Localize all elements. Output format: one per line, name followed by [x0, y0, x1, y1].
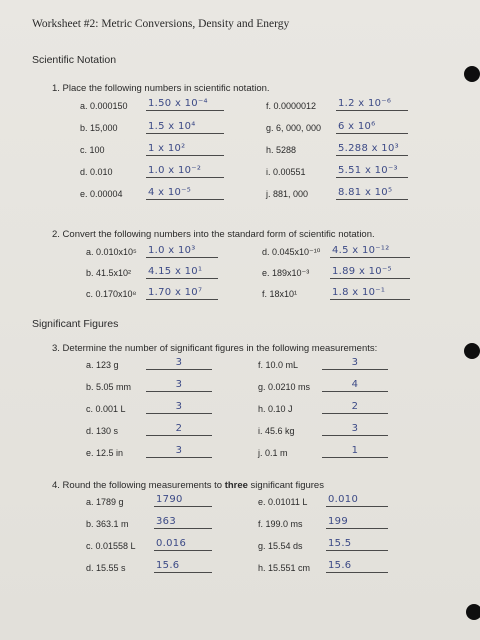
q4-answer: 15.6 [326, 560, 388, 573]
q2-item-label: f. 18x10¹ [262, 289, 298, 299]
q4-answer: 15.6 [154, 560, 212, 573]
question-4-prompt [52, 480, 324, 491]
q4-prompt-text: 4. Round the following measurements to [52, 480, 225, 491]
binder-hole [464, 343, 480, 359]
q4-item-label: b. 363.1 m [86, 519, 129, 529]
q1-answer: 6 x 10⁶ [336, 121, 408, 134]
q3-answer: 2 [322, 401, 388, 414]
q2-answer: 1.0 x 10³ [146, 245, 218, 258]
q3-item-label: f. 10.0 mL [258, 360, 299, 370]
q2-answer: 1.8 x 10⁻¹ [330, 287, 410, 300]
q3-answer: 4 [322, 379, 388, 392]
q1-item-label: f. 0.0000012 [266, 101, 317, 111]
q1-item-label: a. 0.000150 [80, 101, 128, 111]
q4-item-label: d. 15.55 s [86, 563, 126, 573]
q4-answer: 0.016 [154, 538, 212, 551]
q2-answer: 4.15 x 10¹ [146, 266, 218, 279]
q3-item-label: g. 0.0210 ms [258, 382, 311, 392]
question-1-prompt: 1. Place the following numbers in scientific notation. [52, 83, 270, 94]
q4-answer: 363 [154, 516, 212, 529]
q3-item-label: i. 45.6 kg [258, 426, 295, 436]
q3-answer: 1 [322, 445, 388, 458]
q1-answer: 1.50 x 10⁻⁴ [146, 98, 224, 111]
q4-item-label: e. 0.01011 L [258, 497, 308, 507]
binder-hole [464, 66, 480, 82]
question-3-prompt: 3. Determine the number of significant figures in the following measurements: [52, 343, 378, 354]
q1-answer: 1 x 10² [146, 143, 224, 156]
binder-hole [466, 604, 480, 620]
q2-answer: 1.89 x 10⁻⁵ [330, 266, 410, 279]
q1-answer: 5.288 x 10³ [336, 143, 408, 156]
q3-item-label: c. 0.001 L [86, 404, 126, 414]
q3-answer: 3 [322, 423, 388, 436]
q4-item-label: f. 199.0 ms [258, 519, 303, 529]
q2-answer: 1.70 x 10⁷ [146, 287, 218, 300]
q1-item-label: g. 6, 000, 000 [266, 123, 322, 133]
q4-answer: 0.010 [326, 494, 388, 507]
page-title: Worksheet #2: Metric Conversions, Density and Energy [32, 18, 290, 30]
q1-item-label: d. 0.010 [80, 167, 113, 177]
q4-answer: 15.5 [326, 538, 388, 551]
q1-answer: 1.5 x 10⁴ [146, 121, 224, 134]
q2-answer: 4.5 x 10⁻¹² [330, 245, 410, 258]
q3-answer: 3 [322, 357, 388, 370]
q1-item-label: h. 5288 [266, 145, 297, 155]
q2-item-label: e. 189x10⁻³ [262, 268, 310, 278]
section-heading-scientific-notation: Scientific Notation [32, 54, 117, 66]
q3-answer: 3 [146, 401, 212, 414]
q4-item-label: a. 1789 g [86, 497, 124, 507]
q2-item-label: d. 0.045x10⁻¹⁰ [262, 247, 321, 257]
q1-answer: 5.51 x 10⁻³ [336, 165, 408, 178]
q2-item-label: c. 0.170x10⁸ [86, 289, 137, 299]
q3-answer: 3 [146, 445, 212, 458]
q4-answer: 199 [326, 516, 388, 529]
q1-answer: 1.2 x 10⁻⁶ [336, 98, 408, 111]
q4-prompt-emphasis: three [224, 480, 248, 491]
q3-item-label: h. 0.10 J [258, 404, 293, 414]
q1-answer: 4 x 10⁻⁵ [146, 187, 224, 200]
q4-item-label: g. 15.54 ds [258, 541, 303, 551]
section-heading-significant-figures: Significant Figures [32, 318, 119, 330]
q1-item-label: i. 0.00551 [266, 167, 306, 177]
q1-item-label: e. 0.00004 [80, 189, 123, 199]
q1-item-label: j. 881, 000 [266, 189, 309, 199]
question-2-prompt: 2. Convert the following numbers into the standard form of scientific notation. [52, 229, 375, 240]
q3-item-label: d. 130 s [86, 426, 119, 436]
q4-prompt-tail: significant figures [247, 480, 324, 491]
q4-answer: 1790 [154, 494, 212, 507]
q1-answer: 1.0 x 10⁻² [146, 165, 224, 178]
q1-answer: 8.81 x 10⁵ [336, 187, 408, 200]
q2-item-label: a. 0.010x10⁵ [86, 247, 137, 257]
q1-item-label: c. 100 [80, 145, 105, 155]
q3-item-label: j. 0.1 m [258, 448, 288, 458]
q1-item-label: b. 15,000 [80, 123, 118, 133]
q4-item-label: c. 0.01558 L [86, 541, 136, 551]
q3-item-label: b. 5.05 mm [86, 382, 132, 392]
q3-answer: 3 [146, 357, 212, 370]
q4-item-label: h. 15.551 cm [258, 563, 311, 573]
q3-answer: 2 [146, 423, 212, 436]
q2-item-label: b. 41.5x10² [86, 268, 132, 278]
q3-item-label: a. 123 g [86, 360, 119, 370]
q3-answer: 3 [146, 379, 212, 392]
q3-item-label: e. 12.5 in [86, 448, 124, 458]
